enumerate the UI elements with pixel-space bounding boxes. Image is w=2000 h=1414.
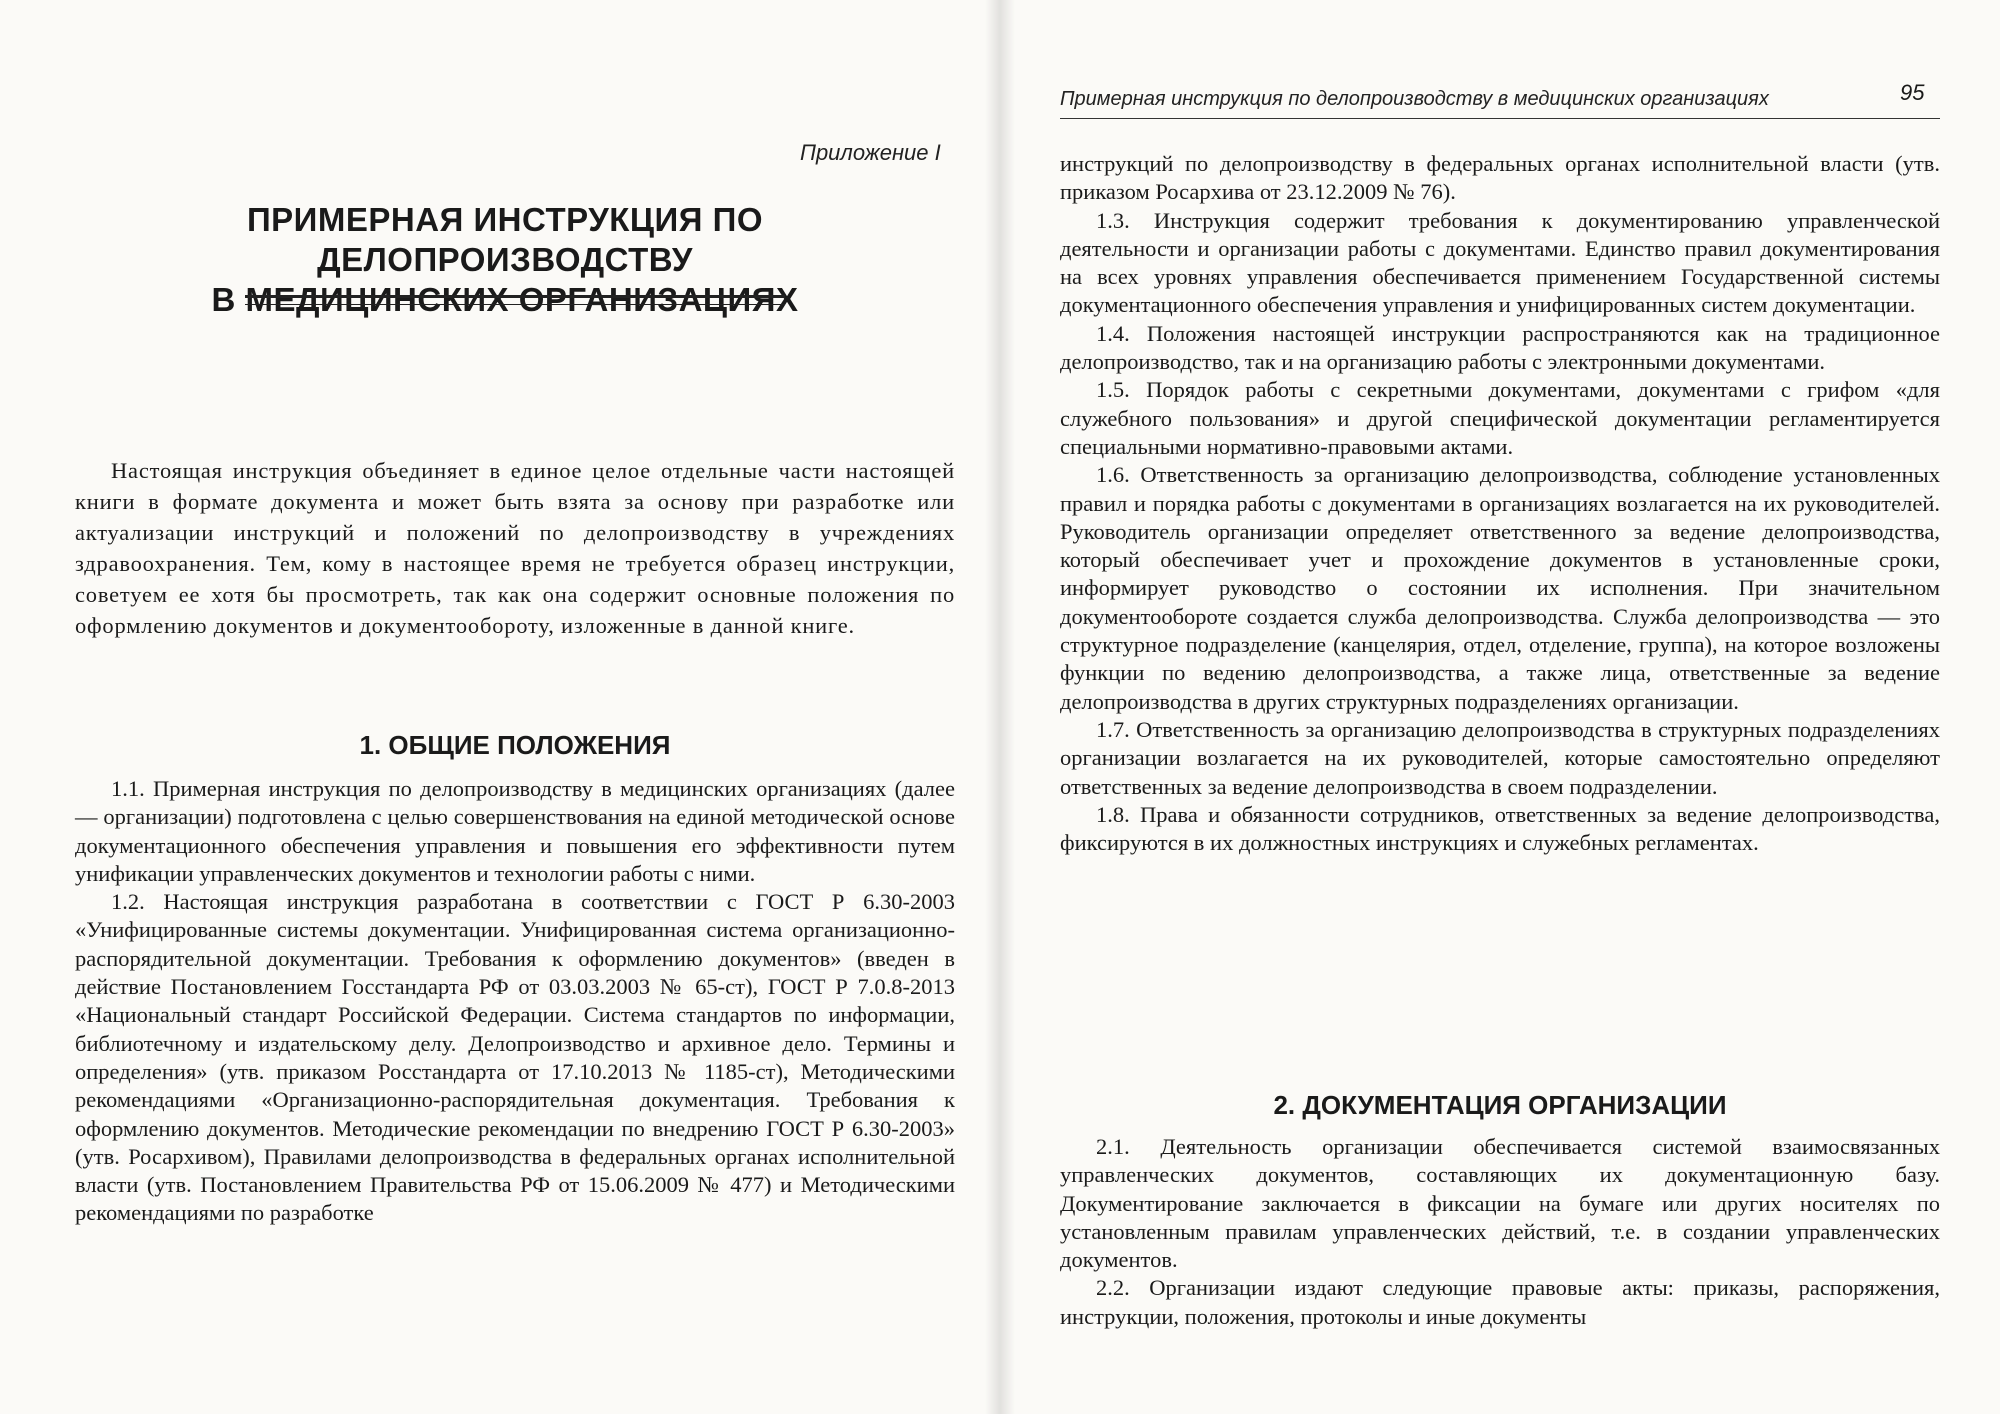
clause-1-4: 1.4. Положения настоящей инструкции распространяются как на традиционное делопроизводство, так и на организацию работы с электронными документами.	[1060, 320, 1940, 375]
running-head: Примерная инструкция по делопроизводству в медицинских организациях	[1060, 88, 1769, 110]
right-page-body	[1060, 150, 1940, 857]
book-gutter	[985, 0, 1015, 1414]
intro-text: Настоящая инструкция объединяет в единое целое отдельные части настоящей книги в формате документа и может быть взята за основу при разработке или актуализации инструкций и положений по делопроизводству в учреждениях здравоохранения. Тем, кому в настоящее время не требуется образец инструкции, советуем ее хотя бы просмотреть, так как она содержит основные положения по оформлению документов и документообороту, изложенные в данной книге.	[75, 458, 955, 638]
appendix-label: Приложение I	[800, 140, 941, 165]
clause-1-7: 1.7. Ответственность за организацию делопроизводства в структурных подразделениях организации возлагается на их руководителей, которые самостоятельно определяют ответственных за ведение делопроизводства в своем подразделении.	[1060, 716, 1940, 799]
title-line-2: В МЕДИЦИНСКИХ ОРГАНИЗАЦИЯХ	[211, 281, 799, 318]
page-number: 95	[1900, 80, 1925, 105]
clause-1-5: 1.5. Порядок работы с секретными документами, документами с грифом «для служебного пользования» и другой специфической документации регламентируется специальными нормативно-правовыми актами.	[1060, 377, 1940, 459]
title-underline	[245, 295, 785, 305]
header-rule	[1060, 118, 1940, 119]
section-2-body	[1060, 1133, 1940, 1331]
section-1-heading: 1. ОБЩИЕ ПОЛОЖЕНИЯ	[359, 730, 671, 760]
clause-1-8: 1.8. Права и обязанности сотрудников, ответственных за ведение делопроизводства, фиксируются в их должностных инструкциях и служебных регламентах.	[1060, 801, 1940, 856]
clause-1-1: 1.1. Примерная инструкция по делопроизводству в медицинских организациях (далее — организации) подготовлена с целью совершенствования на единой методической основе документационного обеспечения управления и повышения его эффективности путем унификации управленческих документов и технологии работы с ними.	[75, 776, 955, 886]
clause-2-2: 2.2. Организации издают следующие правовые акты: приказы, распоряжения, инструкции, положения, протоколы и иные документы	[1060, 1275, 1940, 1329]
clause-2-1: 2.1. Деятельность организации обеспечивается системой взаимосвязанных управленческих документов, составляющих их документационную базу. Документирование заключается в фиксации на бумаге или других носителях по установленным правилам управленческих действий, т.е. в создании управленческих документов.	[1060, 1134, 1940, 1273]
section-1-body	[75, 775, 955, 1228]
section-2-heading: 2. ДОКУМЕНТАЦИЯ ОРГАНИЗАЦИИ	[1273, 1090, 1727, 1120]
title-line-1: ПРИМЕРНАЯ ИНСТРУКЦИЯ ПО ДЕЛОПРОИЗВОДСТВУ	[246, 201, 764, 278]
clause-1-3: 1.3. Инструкция содержит требования к документированию управленческой деятельности и организации работы с документами. Единство правил документирования на всех уровнях управления обеспечивается применением Государственной системы документационного обеспечения управления и унифицированных систем документации.	[1060, 207, 1940, 318]
clause-1-6: 1.6. Ответственность за организацию делопроизводства, соблюдение установленных правил и порядка работы с документами в организациях возлагается на их руководителей. Руководитель организации определяет ответственного за ведение делопроизводства, который обеспечивает учет и прохождение документов в установленные сроки, информирует руководство о состоянии их исполнения. При значительном документообороте создается служба делопроизводства. Служба делопроизводства — это структурное подразделение (канцелярия, отдел, отделение, группа), на которое возложены функции по ведению делопроизводства, а также лица, ответственные за ведение делопроизводства в других структурных подразделениях организации.	[1060, 462, 1940, 714]
intro-paragraph	[75, 455, 955, 641]
continuation-text: инструкций по делопроизводству в федеральных органах исполнительной власти (утв. приказом Росархива от 23.12.2009 № 76).	[1060, 151, 1940, 205]
clause-1-2: 1.2. Настоящая инструкция разработана в соответствии с ГОСТ Р 6.30-2003 «Унифицированные системы документации. Унифицированная система организационно-распорядительной документации. Требования к оформлению документов» (введен в действие Постановлением Госстандарта РФ от 03.03.2003 № 65-ст), ГОСТ Р 7.0.8-2013 «Национальный стандарт Российской Федерации. Система стандартов по информации, библиотечному и издательскому делу. Делопроизводство и архивное дело. Термины и определения» (утв. приказом Росстандарта от 17.10.2013 № 1185-ст), Методическими рекомендациями «Организационно-распорядительная документация. Требования к оформлению документов. Методические рекомендации по внедрению ГОСТ Р 6.30-2003» (утв. Росархивом), Правилами делопроизводства в федеральных органах исполнительной власти (утв. Постановлением Правительства РФ от 15.06.2009 № 477) и Методическими рекомендациями по разработке	[75, 889, 955, 1226]
